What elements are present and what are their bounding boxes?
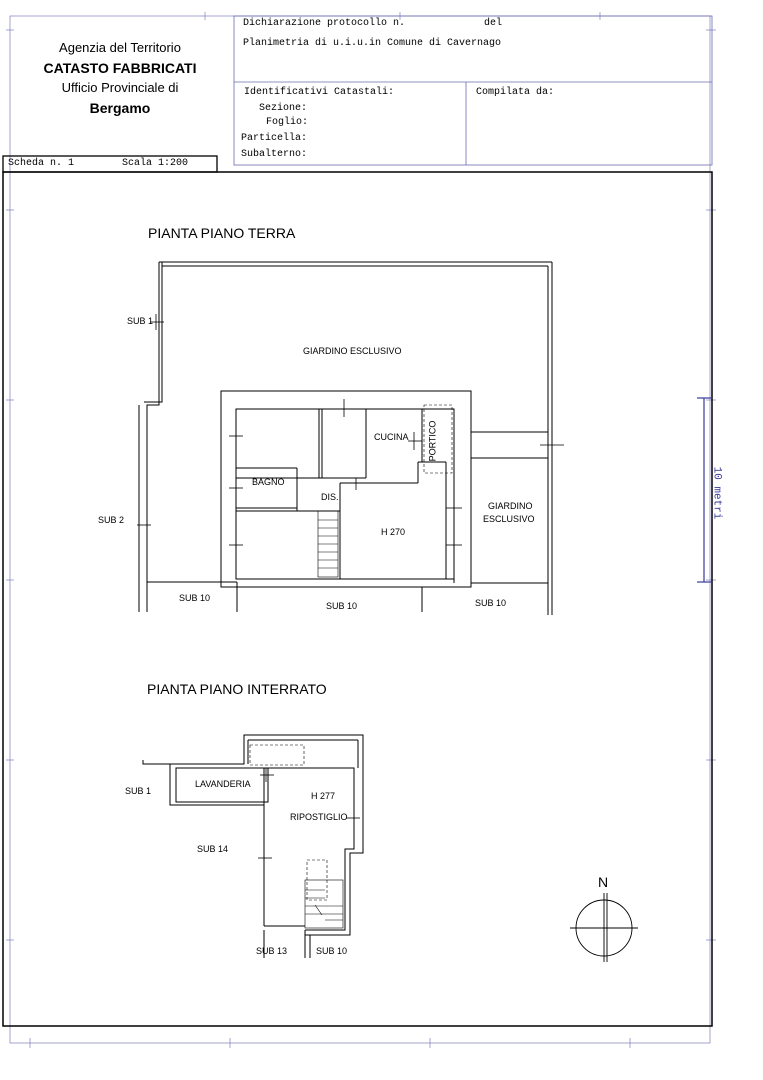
label-sub10-left: SUB 10 xyxy=(179,593,211,603)
subalterno-label: Subalterno: xyxy=(241,149,308,160)
label-sub10-mid: SUB 10 xyxy=(326,601,358,611)
label-cucina: CUCINA xyxy=(374,432,409,442)
north-arrow xyxy=(570,893,638,962)
label-giardino-right-1: GIARDINO xyxy=(488,501,533,511)
label-giardino-top: GIARDINO ESCLUSIVO xyxy=(303,346,402,356)
basement-title: PIANTA PIANO INTERRATO xyxy=(147,681,327,697)
label-h270: H 270 xyxy=(381,527,406,537)
protocol-label: Dichiarazione protocollo n. xyxy=(243,18,406,29)
scale-bar xyxy=(697,398,711,582)
label-sub10-right: SUB 10 xyxy=(475,598,507,608)
label-h277: H 277 xyxy=(311,791,336,801)
label-giardino-right-2: ESCLUSIVO xyxy=(483,514,535,524)
frame-ticks xyxy=(6,12,716,1048)
label-dis: DIS. xyxy=(321,492,339,502)
basement-walls xyxy=(143,735,363,958)
agency-block xyxy=(8,16,232,164)
scheda-number: Scheda n. 1 xyxy=(8,158,75,169)
agency-name: Agenzia del Territorio xyxy=(59,40,181,55)
label-sub2: SUB 2 xyxy=(98,515,125,525)
ground-floor-title: PIANTA PIANO TERRA xyxy=(148,225,296,241)
planimetria-label: Planimetria di u.i.u.in Comune di Cavernago xyxy=(243,38,502,49)
label-sub14: SUB 14 xyxy=(197,844,229,854)
north-label: N xyxy=(598,874,609,890)
office-name: Ufficio Provinciale di xyxy=(61,80,179,95)
particella-label: Particella: xyxy=(241,133,308,144)
identificativi-label: Identificativi Catastali: xyxy=(244,87,395,98)
label-sub1-basement: SUB 1 xyxy=(125,786,152,796)
label-sub1-ground: SUB 1 xyxy=(127,316,154,326)
label-lavanderia: LAVANDERIA xyxy=(195,779,251,789)
label-ripostiglio: RIPOSTIGLIO xyxy=(290,812,348,822)
city-name: Bergamo xyxy=(89,100,151,116)
label-bagno: BAGNO xyxy=(252,477,285,487)
label-sub10-basement: SUB 10 xyxy=(316,946,348,956)
foglio-label: Foglio: xyxy=(266,117,309,128)
protocol-del: del xyxy=(484,18,503,29)
catasto-title: CATASTO FABBRICATI xyxy=(43,60,197,76)
scale-bar-label: 10 metri xyxy=(710,466,723,520)
scale-label: Scala 1:200 xyxy=(122,158,189,169)
sezione-label: Sezione: xyxy=(259,103,308,114)
ground-floor-walls xyxy=(139,262,552,615)
basement-stairs xyxy=(305,880,343,928)
ground-floor-stairs xyxy=(318,511,338,577)
label-portico: PORTICO xyxy=(427,420,438,462)
label-sub13: SUB 13 xyxy=(256,946,288,956)
drawing-frame xyxy=(3,172,712,1026)
compilata-label: Compilata da: xyxy=(476,87,555,98)
